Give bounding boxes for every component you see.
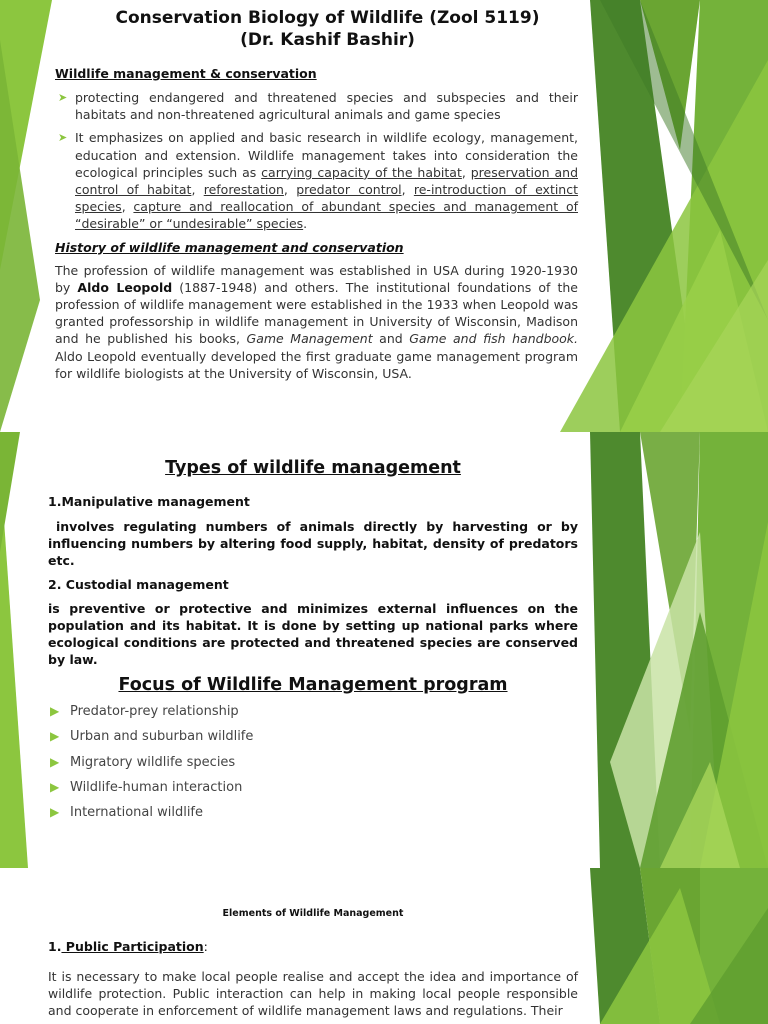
bullet-1 — [55, 89, 578, 123]
term-carrying-capacity: carrying capacity of the habitat — [261, 164, 462, 180]
history-text: Aldo Leopold eventually developed the first graduate game management program for wildlife biologists at the University of Wisconsin, USA. — [55, 348, 578, 381]
history-text: The profession of wildlife management was established in USA during 1920-1930 by — [55, 262, 578, 295]
triangle-bullet-icon: ▶ — [50, 704, 60, 718]
focus-list — [48, 699, 578, 825]
focus-item-label: International wildlife — [70, 805, 204, 821]
triangle-bullet-icon: ▶ — [50, 729, 60, 744]
separator: , — [401, 182, 414, 198]
term-reintroduction: re-introduction of extinct species — [75, 182, 579, 215]
focus-item — [48, 775, 578, 800]
slide-2 — [0, 432, 768, 868]
heading-history: History of wildlife management and conservation — [55, 239, 404, 255]
term-predator-control: predator control — [296, 182, 402, 198]
book-game-fish-handbook: Game and fish handbook. — [409, 331, 579, 347]
focus-item — [48, 724, 578, 749]
slide-3 — [0, 868, 768, 1024]
history-text: (1887-1948) and others. The institutional foundations of the profession of wildlife management were established in the 1933 when Leopold was granted professorship in wildlife management in University of Wisconsin, Madison and he published his books, — [55, 279, 578, 347]
slide-1-title — [95, 7, 560, 51]
custodial-paragraph: is preventive or protective and minimizes external influences on the population and its habitat. It is done by setting up national parks where ecological conditions are protected and threatened species are conserved by law. — [48, 601, 578, 667]
focus-item-label: Wildlife-human interaction — [70, 779, 243, 795]
period: . — [303, 216, 308, 232]
title-line-2: (Dr. Kashif Bashir) — [240, 30, 415, 50]
term-reforestation: reforestation — [203, 182, 284, 198]
history-paragraph — [55, 262, 578, 382]
heading-management-conservation: Wildlife management & conservation — [55, 66, 317, 81]
slide-1 — [0, 0, 768, 432]
separator: , — [461, 164, 471, 180]
slide-2-body — [48, 458, 578, 825]
focus-item-label: Predator-prey relationship — [70, 704, 239, 719]
triangle-bullet-icon: ▶ — [50, 805, 60, 820]
slide-3-body — [48, 908, 578, 1020]
bullet-2-text: It emphasizes on applied and basic research in wildlife ecology, management, education and extension. Wildlife management takes into consideration the ecological principles such as — [75, 130, 578, 180]
manipulative-heading: 1.Manipulative management — [48, 494, 250, 509]
arrow-bullet-icon: ➤ — [58, 91, 68, 104]
elements-title: Elements of Wildlife Management — [222, 908, 404, 919]
triangle-bullet-icon: ▶ — [50, 754, 60, 769]
separator: , — [191, 182, 204, 198]
manipulative-paragraph: involves regulating numbers of animals directly by harvesting or by influencing numbers by altering food supply, habitat, density of predators etc. — [48, 519, 578, 568]
custodial-heading: 2. Custodial management — [48, 577, 229, 592]
focus-item-label: Urban and suburban wildlife — [70, 729, 254, 745]
item-colon: : — [203, 939, 208, 954]
triangle-bullet-icon: ▶ — [50, 779, 60, 794]
bullet-1-text: protecting endangered and threatened species and subspecies and their habitats and non-threatened agricultural animals and game species — [75, 90, 578, 123]
item-number: 1. — [48, 939, 62, 954]
focus-item — [48, 750, 578, 775]
item-label: Public Participation — [61, 939, 204, 954]
book-game-management: Game Management — [246, 331, 373, 347]
arrow-bullet-icon: ➤ — [58, 131, 68, 145]
focus-title: Focus of Wildlife Management program — [118, 675, 508, 695]
focus-item — [48, 800, 578, 825]
focus-item — [48, 699, 578, 724]
name-aldo-leopold: Aldo Leopold — [77, 279, 173, 295]
title-line-1: Conservation Biology of Wildlife (Zool 5119) — [115, 8, 540, 28]
public-participation-paragraph: It is necessary to make local people realise and accept the idea and importance of wildlife protection. Public interaction can help in making local people responsible and cooperate in enforcement of wildlife management laws and regulations. Their — [48, 969, 578, 1019]
separator: , — [121, 199, 134, 215]
slide-1-body — [55, 66, 578, 382]
term-preservation: preservation and control of habitat — [75, 164, 578, 198]
term-capture-reallocation: capture and reallocation of abundant species and management of “desirable” or “undesirable” species — [75, 199, 578, 232]
bullet-2 — [55, 129, 578, 232]
public-participation-heading — [48, 939, 578, 954]
focus-item-label: Migratory wildlife species — [70, 754, 236, 770]
history-text: and — [372, 331, 410, 347]
separator: , — [283, 182, 297, 198]
types-title: Types of wildlife management — [165, 458, 461, 478]
